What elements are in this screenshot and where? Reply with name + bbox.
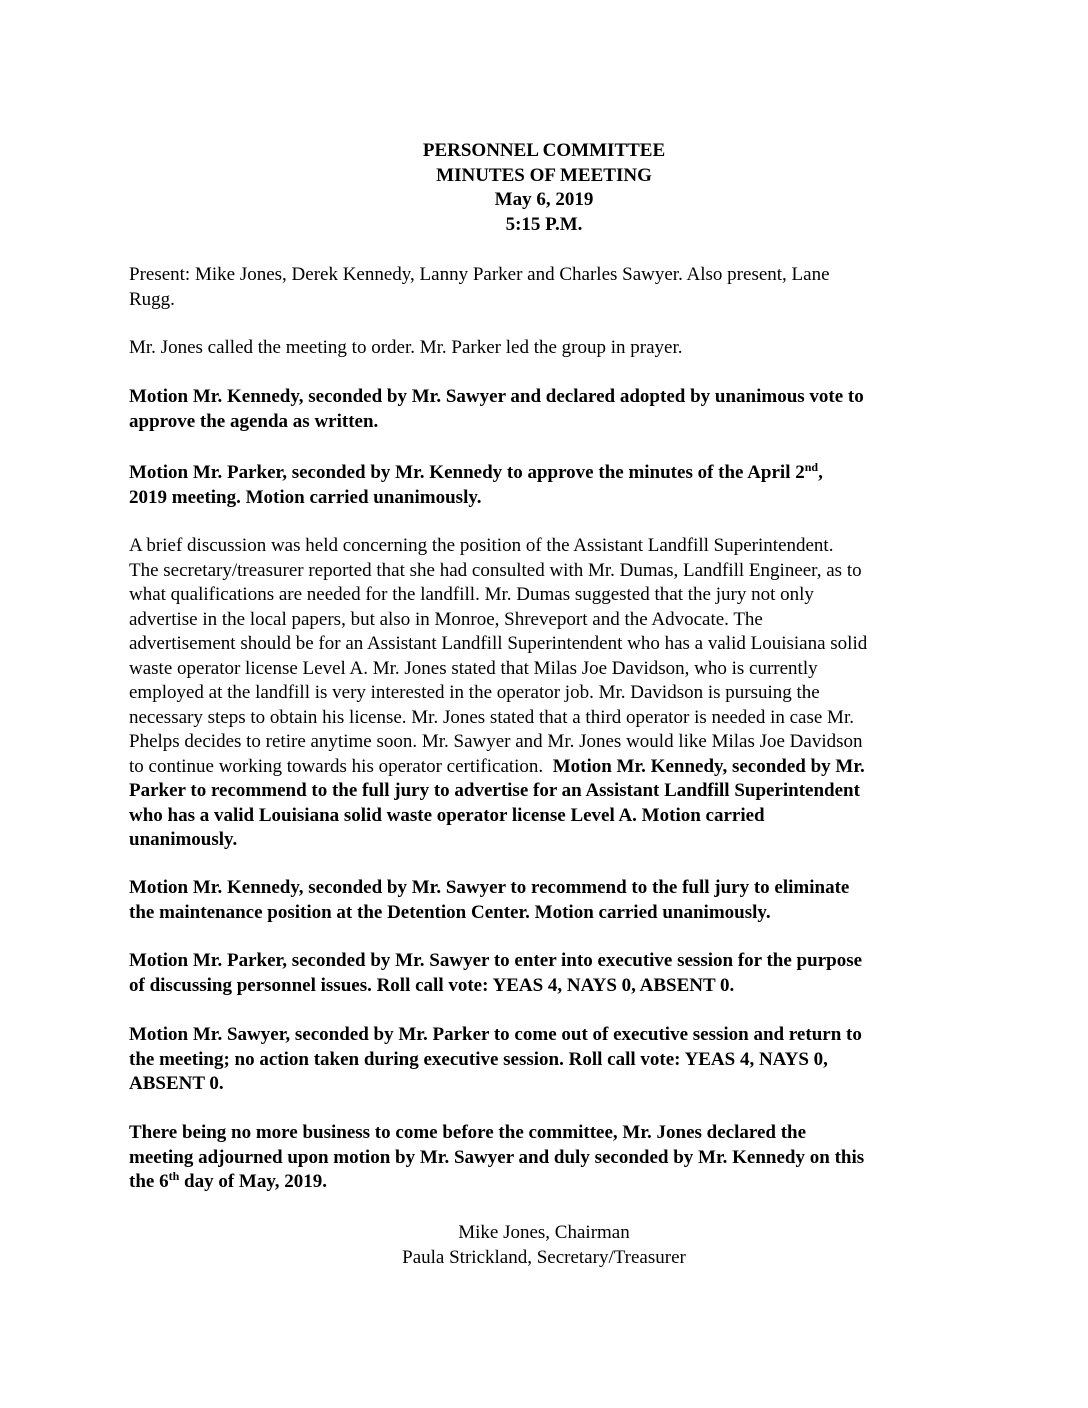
motion-line [129, 461, 969, 486]
discussion-line [129, 755, 969, 780]
discussion-line: necessary steps to obtain his license. Mr. Jones stated that a third operator is needed in case Mr. [129, 706, 854, 728]
adjournment-line: There being no more business to come before the committee, Mr. Jones declared the [129, 1122, 807, 1143]
committee-title: PERSONNEL COMMITTEE [422, 140, 666, 161]
discussion-line: waste operator license Level A. Mr. Jones stated that Milas Joe Davidson, who is currently [129, 657, 818, 679]
discussion-line: what qualifications are needed for the landfill. Mr. Dumas suggested that the jury not only [129, 584, 814, 605]
motion-line: approve the agenda as written. [129, 410, 379, 432]
motion-executive-out-paragraph [129, 1023, 969, 1097]
secretary-signature: Paula Strickland, Secretary/Treasurer [402, 1246, 686, 1268]
meeting-time: 5:15 P.M. [505, 213, 583, 235]
motion-line: the meeting; no action taken during executive session. Roll call vote: YEAS 4, NAYS 0, [129, 1048, 828, 1070]
call-to-order-line: Mr. Jones called the meeting to order. Mr. Parker led the group in prayer. [129, 337, 683, 358]
adjournment-paragraph [129, 1121, 969, 1195]
adjournment-line: meeting adjourned upon motion by Mr. Sawyer and duly seconded by Mr. Kennedy on this [129, 1146, 865, 1168]
motion-line: unanimously. [129, 829, 238, 850]
chairman-signature: Mike Jones, Chairman [458, 1222, 630, 1243]
minutes-subtitle: MINUTES OF MEETING [436, 164, 652, 186]
adjournment-text: the 6 [129, 1171, 169, 1192]
motion-maintenance-paragraph [129, 876, 969, 925]
ordinal-suffix: th [168, 1169, 180, 1183]
ordinal-suffix: nd [804, 460, 819, 474]
attendance-line: Rugg. [129, 288, 175, 310]
motion-line: ABSENT 0. [129, 1073, 224, 1094]
attendance-paragraph [129, 263, 969, 312]
discussion-line: employed at the landfill is very interested in the operator job. Mr. Davidson is pursuing the [129, 682, 820, 703]
discussion-line: Phelps decides to retire anytime soon. Mr. Sawyer and Mr. Jones would like Milas Joe Davidson [129, 731, 863, 752]
attendance-line: Present: Mike Jones, Derek Kennedy, Lanny Parker and Charles Sawyer. Also present, Lane [129, 264, 830, 285]
motion-line: Motion Mr. Parker, seconded by Mr. Sawyer to enter into executive session for the purpose [129, 950, 863, 971]
motion-line: who has a valid Louisiana solid waste operator license Level A. Motion carried [129, 804, 765, 826]
discussion-line: The secretary/treasurer reported that she had consulted with Mr. Dumas, Landfill Engineer, as to [129, 559, 862, 581]
discussion-text: to continue working towards his operator certification. [129, 755, 553, 777]
discussion-line: advertisement should be for an Assistant Landfill Superintendent who has a valid Louisiana solid [129, 633, 868, 654]
adjournment-line [129, 1170, 969, 1195]
motion-executive-in-paragraph [129, 949, 969, 998]
call-to-order-paragraph [129, 336, 969, 361]
document-header [0, 139, 1088, 237]
motion-line: Parker to recommend to the full jury to advertise for an Assistant Landfill Superintendent [129, 780, 860, 801]
discussion-paragraph [129, 534, 969, 853]
motion-text: Motion Mr. Kennedy, seconded by Mr. [552, 755, 865, 777]
motion-line: Motion Mr. Kennedy, seconded by Mr. Sawyer to recommend to the full jury to eliminate [129, 877, 850, 898]
meeting-date: May 6, 2019 [494, 189, 594, 210]
motion-line: 2019 meeting. Motion carried unanimously. [129, 486, 482, 508]
motion-line: of discussing personnel issues. Roll call vote: YEAS 4, NAYS 0, ABSENT 0. [129, 974, 735, 996]
motion-text: , [818, 462, 823, 483]
discussion-line: A brief discussion was held concerning the position of the Assistant Landfill Superintendent. [129, 535, 834, 556]
motion-line: the maintenance position at the Detention Center. Motion carried unanimously. [129, 901, 771, 923]
motion-agenda-paragraph [129, 385, 969, 434]
motion-line: Motion Mr. Sawyer, seconded by Mr. Parker to come out of executive session and return to [129, 1024, 862, 1045]
motion-line: Motion Mr. Kennedy, seconded by Mr. Sawyer and declared adopted by unanimous vote to [129, 386, 864, 407]
discussion-line: advertise in the local papers, but also in Monroe, Shreveport and the Advocate. The [129, 608, 763, 630]
adjournment-text: day of May, 2019. [179, 1171, 328, 1192]
signature-block [0, 1221, 1088, 1270]
motion-text: Motion Mr. Parker, seconded by Mr. Kennedy to approve the minutes of the April 2 [129, 462, 805, 483]
motion-minutes-paragraph [129, 461, 969, 510]
